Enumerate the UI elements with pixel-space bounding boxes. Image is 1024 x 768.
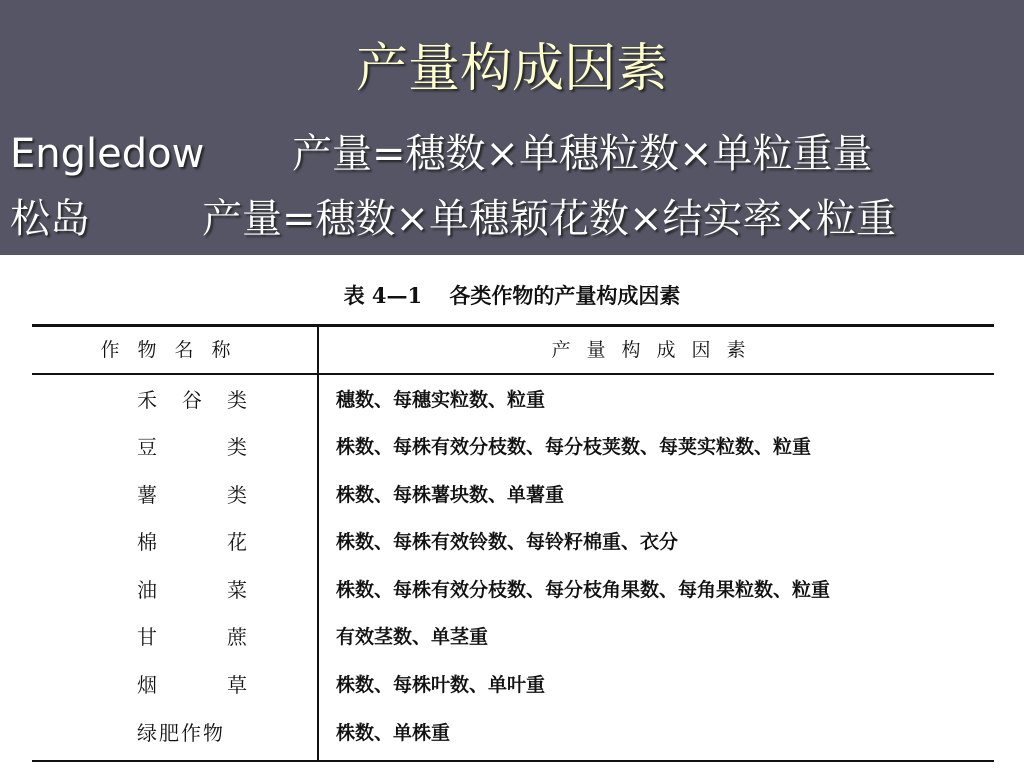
table-row	[32, 519, 994, 566]
column-header-crop: 作物名称	[100, 339, 249, 361]
crop-name-char: 类	[227, 483, 247, 507]
formula-name: 松岛	[10, 196, 90, 242]
formula-engledow	[10, 124, 873, 184]
crop-name-char: 甘	[137, 625, 157, 649]
table-top-rule	[32, 324, 994, 327]
crop-name-cell	[137, 710, 247, 757]
formula-expression: 产量=穗数×单穗颖花数×结实率×粒重	[202, 196, 897, 242]
table-title: 各类作物的产量构成因素	[449, 283, 681, 308]
crop-name-cell	[137, 614, 247, 661]
crop-name-char: 薯	[137, 483, 157, 507]
yield-factors-cell: 株数、每株薯块数、单薯重	[336, 484, 565, 506]
crop-name-char: 菜	[227, 578, 247, 602]
yield-factors-cell: 有效茎数、单茎重	[336, 626, 489, 648]
table-bottom-rule	[32, 760, 994, 762]
crop-name-char: 禾	[137, 388, 157, 412]
crop-name-char: 蔗	[227, 625, 247, 649]
crop-name-char: 花	[227, 530, 247, 554]
crop-name-char: 类	[227, 435, 247, 459]
yield-factors-cell: 株数、单株重	[336, 722, 451, 744]
slide-header	[0, 0, 1024, 255]
formula-matsushima	[10, 189, 897, 249]
column-header-factors: 产量构成因素	[551, 339, 762, 361]
crop-name-char: 烟	[137, 673, 157, 697]
crop-name-cell	[137, 377, 247, 424]
crop-name-cell	[137, 567, 247, 614]
table-row	[32, 614, 994, 661]
table-row	[32, 662, 994, 709]
crop-name-char: 绿肥作物	[137, 721, 225, 745]
crop-name-char: 油	[137, 578, 157, 602]
crop-name-cell	[137, 662, 247, 709]
table-row	[32, 424, 994, 471]
table-row	[32, 567, 994, 614]
table-number: 表 4—1	[343, 283, 423, 308]
crop-name-cell	[137, 472, 247, 519]
formula-name: Engledow	[10, 131, 205, 177]
crop-name-char: 类	[227, 388, 247, 412]
table-row	[32, 377, 994, 424]
crop-name-cell	[137, 519, 247, 566]
table-row	[32, 710, 994, 757]
table-header-rule	[32, 373, 994, 375]
table-caption	[0, 280, 1024, 310]
crop-name-char: 草	[227, 673, 247, 697]
slide-title: 产量构成因素	[355, 39, 668, 99]
table-row	[32, 472, 994, 519]
yield-factors-cell: 株数、每株有效铃数、每铃籽棉重、衣分	[336, 531, 679, 553]
crop-name-char: 棉	[137, 530, 157, 554]
yield-factors-cell: 株数、每株有效分枝数、每分枝荚数、每荚实粒数、粒重	[336, 436, 812, 458]
crop-name-char: 豆	[137, 435, 157, 459]
formula-expression: 产量=穗数×单穗粒数×单粒重量	[292, 131, 873, 177]
crop-name-cell	[137, 424, 247, 471]
yield-factors-cell: 穗数、每穗实粒数、粒重	[336, 389, 546, 411]
yield-factors-cell: 株数、每株叶数、单叶重	[336, 674, 546, 696]
yield-factors-cell: 株数、每株有效分枝数、每分枝角果数、每角果粒数、粒重	[336, 579, 831, 601]
crop-name-char: 谷	[182, 388, 202, 412]
